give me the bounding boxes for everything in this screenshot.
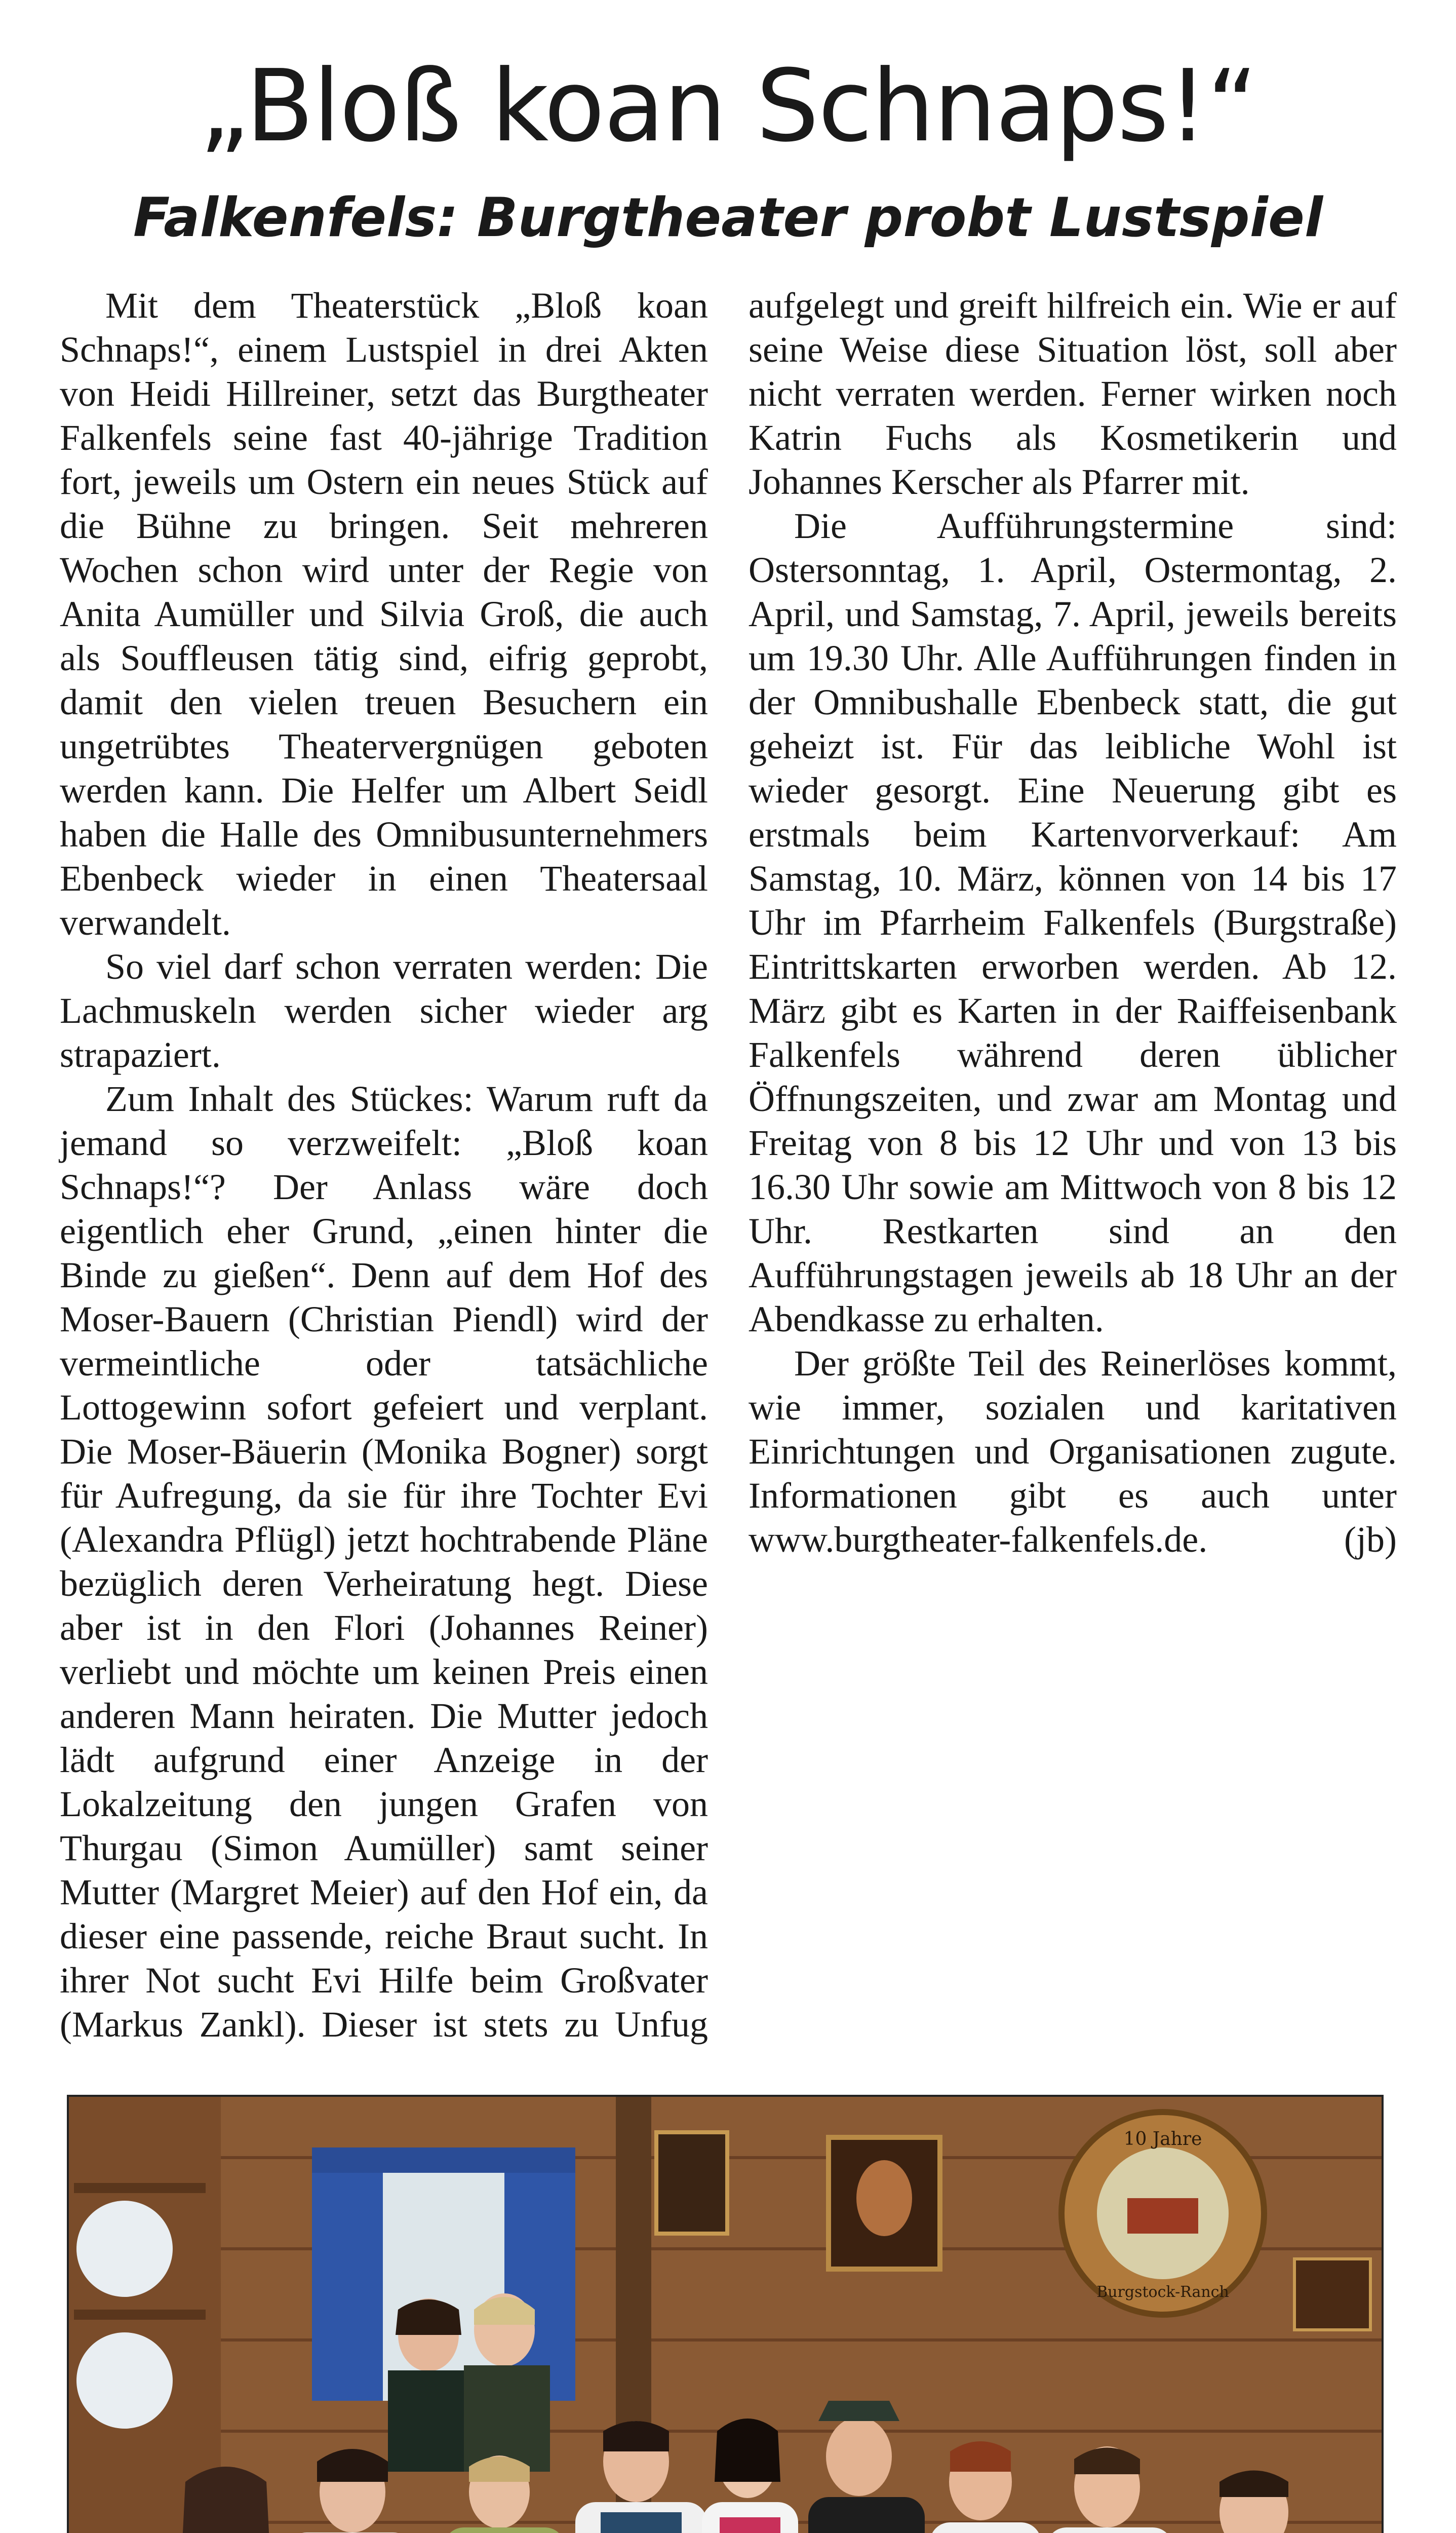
headline: „Bloß koan Schnaps!“ [199,49,1257,164]
article-paragraph-3: Zum Inhalt des Stückes: Warum ruft da jemand so verzweifelt: „Bloß koan Schnaps!“? Der Anlass wäre doch eigentlich eher Grund, „einen hinter die Binde zu gießen“. Denn auf dem Hof des Moser-Bauern (Christian Piendl) wird der vermeintliche oder tatsächliche Lottogewinn sofort gefeiert und verplant. Die Moser-Bäuerin (Monika Bogner) sorgt für Aufregung, da sie für ihre Tochter Evi (Alexandra Pflügl) jetzt hochtrabende Pläne bezüglich deren Verheiratung hegt. Diese aber ist in den Flori (Johannes Reiner) verliebt und möchte um keinen Preis einen anderen Mann heiraten. Die Mutter jedoch lädt aufgrund einer Anzeige in der Lokalzeitung den jungen Grafen von Thurgau (Simon Aumüller) samt seiner Mutter (Margret Meier) auf den Hof ein, da dieser eine passende, reiche Braut sucht. In ihrer Not sucht Evi Hilfe beim Großvater (Markus Zankl). Dieser ist stets zu Unfug aufgelegt und greift hilfreich ein. Wie er auf seine Weise diese Situation löst, soll aber nicht verraten werden. Ferner wirken noch Katrin Fuchs als Kosmetikerin und Johannes Kerscher als Pfarrer mit. [60,285,1397,2045]
article-paragraph-5 [749,1341,1397,1562]
article-paragraph-4: Die Aufführungstermine sind: Ostersonntag, 1. April, Ostermontag, 2. April, und Samstag, 7. April, jeweils bereits um 19.30 Uhr. Alle Aufführungen finden in der Omnibushalle Ebenbeck statt, die gut geheizt ist. Für das leibliche Wohl ist wieder gesorgt. Eine Neuerung gibt es erstmals beim Kartenvorverkauf: Am Samstag, 10. März, können von 14 bis 17 Uhr im Pfarrheim Falkenfels (Burgstraße) Eintrittskarten erworben werden. Ab 12. März gibt es Karten in der Raiffeisenbank Falkenfels während deren üblicher Öffnungszeiten, und zwar am Montag und Freitag von 8 bis 12 Uhr und von 13 bis 16.30 Uhr sowie am Mittwoch von 8 bis 12 Uhr. Restkarten sind an den Aufführungstagen jeweils ab 18 Uhr an der Abendkasse zu erhalten. [749,506,1397,1339]
article-paragraph-2: So viel darf schon verraten werden: Die Lachmuskeln werden sicher wieder arg strapaziert. [60,946,708,1075]
author-initials: (jb) [1344,1519,1397,1560]
plate-text-bottom: Burgstock-Ranch [1096,2283,1229,2301]
article-paragraph-5-text: Der größte Teil des Reinerlöses kommt, wie immer, sozialen und karitativen Einrichtungen und Organisationen zugute. Informationen gibt es auch unter www.burgtheater-falkenfels.de. [749,1343,1397,1560]
article-paragraph-1: Mit dem Theaterstück „Bloß koan Schnaps!“, einem Lustspiel in drei Akten von Heidi Hillreiner, setzt das Burgtheater Falkenfels seine fast 40-jährige Tradition fort, jeweils um Ostern ein neues Stück auf die Bühne zu bringen. Seit mehreren Wochen schon wird unter der Regie von Anita Aumüller und Silvia Groß, die auch als Souffleusen tätig sind, eifrig geprobt, damit den vielen treuen Besuchern ein ungetrübtes Theatervergnügen geboten werden kann. Die Helfer um Albert Seidl haben die Halle des Omnibusunternehmers Ebenbeck wieder in einen Theatersaal verwandelt. [60,285,708,943]
subheadline: Falkenfels: Burgtheater probt Lustspiel [133,186,1323,249]
article-body [60,284,1397,2052]
plate-text-top: 10 Jahre [1123,2129,1202,2150]
group-photo [67,2095,1384,2533]
